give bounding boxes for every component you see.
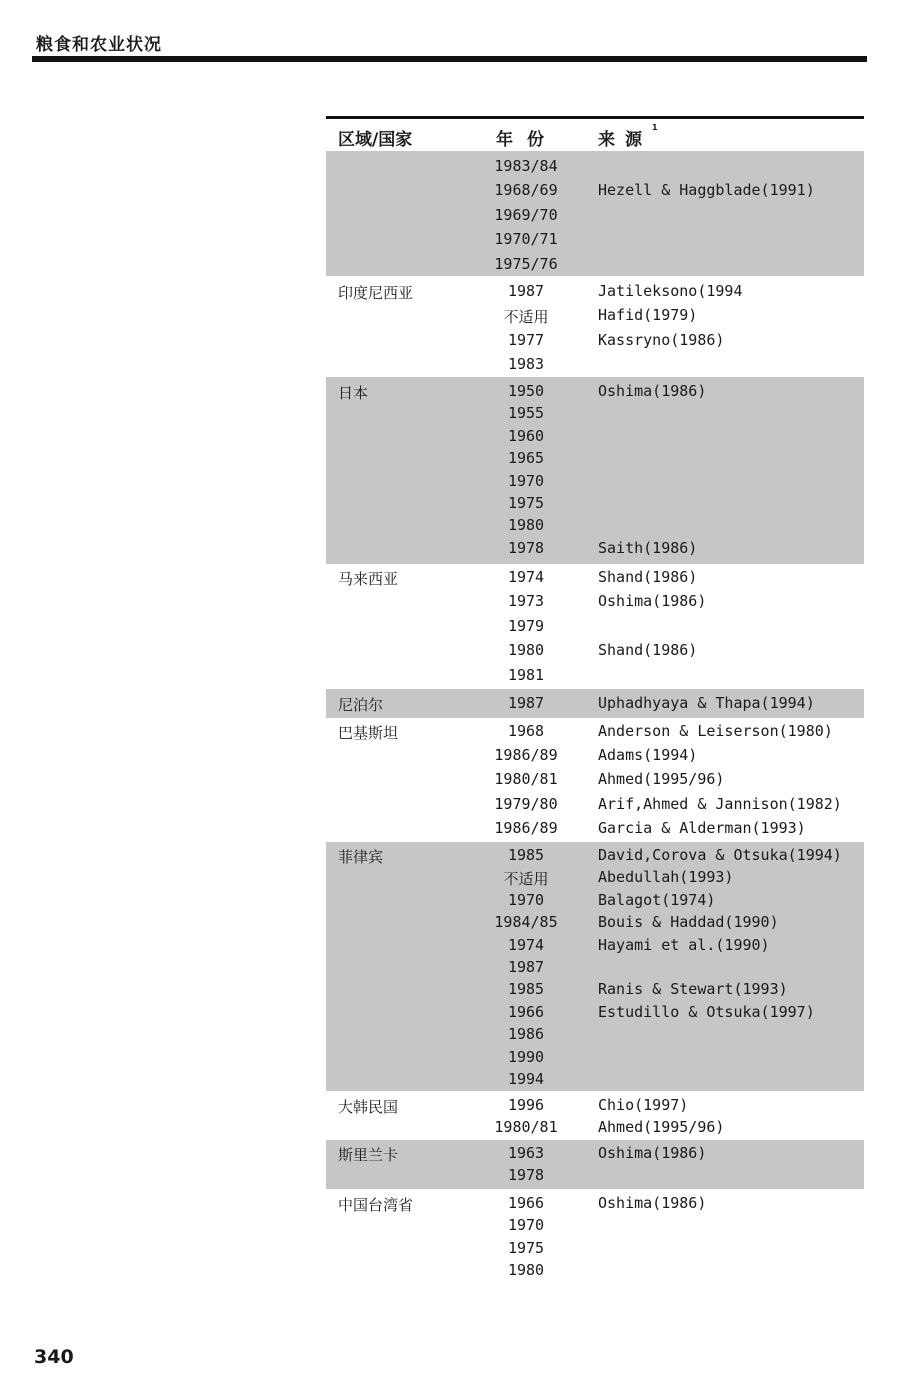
table-row: [326, 846, 864, 868]
year-cell: 1970: [507, 471, 545, 490]
region-cell: 日本: [338, 384, 369, 402]
year-cell: 1983/84: [494, 157, 558, 175]
year-cell: 1987: [507, 958, 545, 976]
year-cell: 1973: [507, 592, 545, 611]
table-row: [326, 1003, 864, 1025]
source-cell: Oshima(1986): [598, 1144, 707, 1162]
year-cell: 不适用: [503, 870, 549, 889]
table-group: [326, 151, 864, 276]
table-row: [326, 1216, 864, 1238]
table-row: [326, 666, 864, 690]
table-row: [326, 641, 864, 665]
source-cell: Saith(1986): [598, 538, 698, 557]
table-row: [326, 1261, 864, 1283]
table-row: [326, 980, 864, 1002]
year-cell: 1984/85: [494, 913, 558, 932]
source-cell: Abedullah(1993): [598, 868, 734, 887]
year-cell: 1978: [507, 538, 545, 557]
year-cell: 1970: [507, 890, 545, 909]
year-cell: 1960: [507, 426, 545, 445]
year-cell: 1987: [507, 282, 545, 300]
table-row: [326, 746, 864, 770]
year-cell: 1986/89: [494, 746, 558, 765]
year-cell: 1979: [507, 616, 545, 635]
table-row: [326, 494, 864, 516]
table-row: [326, 306, 864, 330]
table-row: [326, 722, 864, 746]
year-cell: 1980: [507, 1261, 545, 1280]
year-cell: 1968/69: [494, 181, 558, 200]
year-cell: 1955: [507, 404, 545, 423]
source-cell: Jatileksono(1994: [598, 282, 743, 300]
table-row: [326, 206, 864, 230]
year-cell: 1974: [507, 568, 545, 586]
table-row: [326, 404, 864, 426]
table-group: [326, 718, 864, 842]
year-cell: 1981: [507, 665, 545, 684]
source-cell: Oshima(1986): [598, 382, 707, 400]
year-cell: 1979/80: [494, 794, 558, 813]
region-cell: 中国台湾省: [338, 1196, 414, 1214]
data-table: [326, 116, 864, 1301]
table-row: [326, 568, 864, 592]
table-row: [326, 1239, 864, 1261]
year-cell: 1980: [507, 641, 545, 660]
year-cell: 1980/81: [494, 1118, 558, 1137]
table-row: [326, 449, 864, 471]
table-row: [326, 958, 864, 980]
year-cell: 1970: [507, 1216, 545, 1235]
year-cell: 不适用: [503, 308, 549, 327]
source-cell: David,Corova & Otsuka(1994): [598, 846, 842, 864]
table-row: [326, 913, 864, 935]
source-cell: Bouis & Haddad(1990): [598, 913, 779, 932]
table-group: [326, 1140, 864, 1189]
source-cell: Hafid(1979): [598, 306, 698, 325]
table-group: [326, 842, 864, 1091]
year-cell: 1974: [507, 935, 545, 954]
region-cell: 大韩民国: [338, 1098, 399, 1116]
source-cell: Anderson & Leiserson(1980): [598, 722, 833, 740]
header-source: [598, 125, 658, 150]
table-row: [326, 770, 864, 794]
region-cell: 尼泊尔: [338, 696, 384, 714]
year-cell: 1987: [507, 694, 545, 712]
year-cell: 1975/76: [494, 254, 558, 273]
table-group: [326, 564, 864, 689]
year-cell: 1985: [507, 846, 545, 864]
table-row: [326, 539, 864, 561]
page-number: 340: [34, 1346, 74, 1368]
table-row: [326, 181, 864, 205]
source-cell: Oshima(1986): [598, 592, 707, 611]
table-row: [326, 472, 864, 494]
header-region: 区域/国家: [338, 130, 413, 150]
source-cell: Uphadhyaya & Thapa(1994): [598, 694, 815, 712]
table-group: [326, 276, 864, 377]
year-cell: 1986: [507, 1025, 545, 1044]
year-cell: 1980: [507, 516, 545, 535]
table-row: [326, 1118, 864, 1140]
year-cell: 1980/81: [494, 770, 558, 789]
table-row: [326, 795, 864, 819]
region-cell: 菲律宾: [338, 848, 384, 866]
running-head: 粮食和农业状况: [36, 35, 162, 55]
year-cell: 1996: [507, 1096, 545, 1114]
table-row: [326, 282, 864, 306]
table-group: [326, 1189, 864, 1301]
region-cell: 斯里兰卡: [338, 1146, 399, 1164]
source-cell: Shand(1986): [598, 641, 698, 660]
table-group: [326, 689, 864, 718]
year-cell: 1968: [507, 722, 545, 740]
table-row: [326, 1144, 864, 1166]
table-row: [326, 1166, 864, 1188]
year-cell: 1950: [507, 382, 545, 400]
header-source-footnote: 1: [652, 123, 658, 132]
year-cell: 1994: [507, 1070, 545, 1088]
year-cell: 1969/70: [494, 205, 558, 224]
table-row: [326, 1048, 864, 1070]
year-cell: 1966: [507, 1002, 545, 1021]
table-row: [326, 331, 864, 355]
source-cell: Chio(1997): [598, 1096, 689, 1114]
table-row: [326, 891, 864, 913]
year-cell: 1975: [507, 494, 545, 512]
region-cell: 巴基斯坦: [338, 724, 399, 742]
year-cell: 1983: [507, 355, 545, 374]
source-cell: Ahmed(1995/96): [598, 1118, 725, 1137]
year-cell: 1985: [507, 980, 545, 999]
table-row: [326, 355, 864, 379]
source-cell: Ranis & Stewart(1993): [598, 980, 788, 999]
table-row: [326, 382, 864, 404]
header-year: 年份: [496, 130, 558, 150]
table-row: [326, 936, 864, 958]
header-rule: [32, 56, 867, 62]
year-cell: 1978: [507, 1166, 545, 1185]
table-body: [326, 151, 864, 1301]
source-cell: Balagot(1974): [598, 890, 716, 909]
table-header: [326, 119, 864, 151]
table-row: [326, 694, 864, 716]
year-cell: 1970/71: [494, 230, 558, 249]
table-group: [326, 377, 864, 564]
table-row: [326, 868, 864, 890]
year-cell: 1965: [507, 449, 545, 468]
year-cell: 1986/89: [494, 818, 558, 837]
source-cell: Ahmed(1995/96): [598, 770, 725, 789]
table-row: [326, 819, 864, 843]
table-row: [326, 1096, 864, 1118]
table-row: [326, 617, 864, 641]
year-cell: 1966: [507, 1194, 545, 1212]
table-row: [326, 157, 864, 181]
source-cell: Shand(1986): [598, 568, 698, 586]
year-cell: 1977: [507, 330, 545, 349]
table-row: [326, 427, 864, 449]
source-cell: Arif,Ahmed & Jannison(1982): [598, 794, 842, 813]
source-cell: Hayami et al.(1990): [598, 935, 770, 954]
source-cell: Hezell & Haggblade(1991): [598, 181, 815, 200]
source-cell: Estudillo & Otsuka(1997): [598, 1002, 815, 1021]
year-cell: 1975: [507, 1238, 545, 1257]
table-row: [326, 592, 864, 616]
region-cell: 马来西亚: [338, 570, 399, 588]
year-cell: 1990: [507, 1047, 545, 1066]
source-cell: Oshima(1986): [598, 1194, 707, 1212]
source-cell: Adams(1994): [598, 746, 698, 765]
table-row: [326, 1025, 864, 1047]
table-row: [326, 230, 864, 254]
source-cell: Kassryno(1986): [598, 330, 725, 349]
region-cell: 印度尼西亚: [338, 284, 414, 302]
table-row: [326, 1070, 864, 1092]
table-group: [326, 1091, 864, 1140]
source-cell: Garcia & Alderman(1993): [598, 818, 806, 837]
year-cell: 1963: [507, 1144, 545, 1162]
table-row: [326, 516, 864, 538]
header-source-label: 来源: [598, 130, 652, 150]
table-row: [326, 1194, 864, 1216]
